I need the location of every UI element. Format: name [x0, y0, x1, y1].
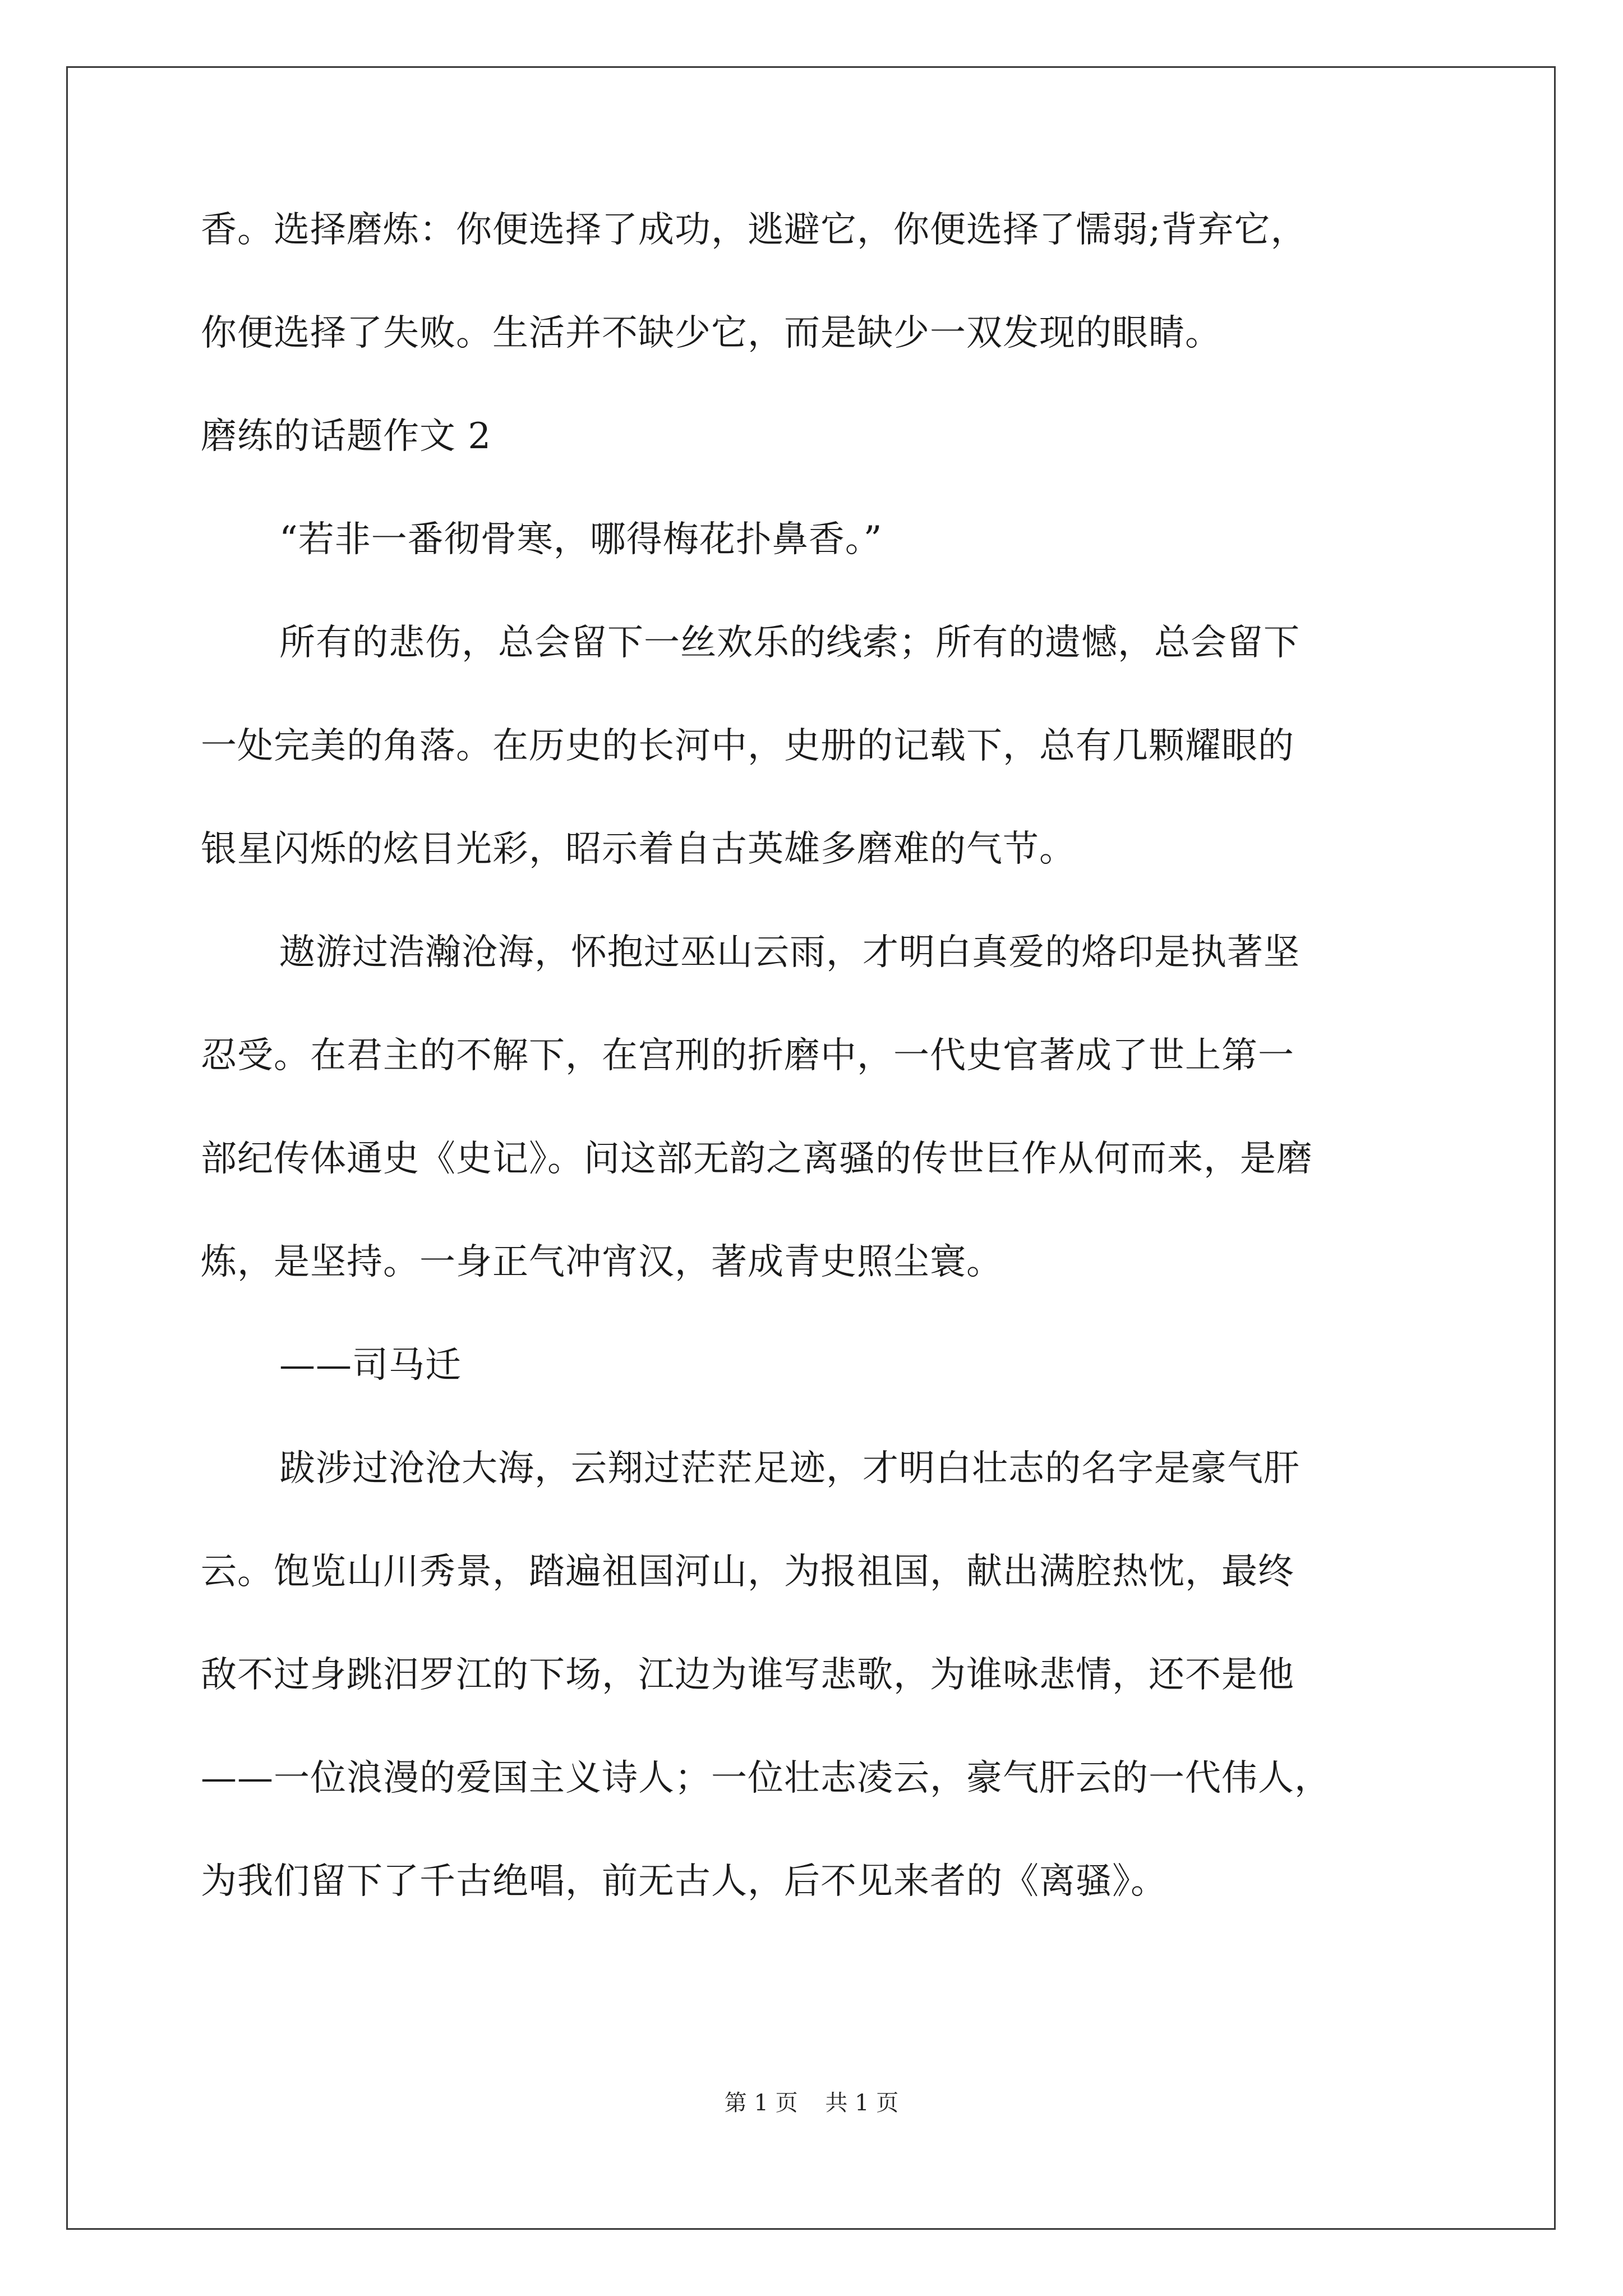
page-number: 第 1 页: [724, 2090, 798, 2116]
page-total: 共 1 页: [825, 2090, 899, 2116]
document-body: [201, 208, 1435, 1962]
paragraph-line: 一处完美的角落。在历史的长河中，史册的记载下，总有几颗耀眼的: [201, 725, 1294, 767]
page-footer: [0, 2090, 1623, 2116]
paragraph-line: 为我们留下了千古绝唱，前无古人，后不见来者的《离骚》。: [201, 1861, 1167, 1902]
paragraph-line: ——一位浪漫的爱国主义诗人；一位壮志凌云，豪气肝云的一代伟人，: [201, 1757, 1331, 1799]
paragraph-line: 忍受。在君主的不解下，在宫刑的折磨中，一代史官著成了世上第一: [201, 1035, 1294, 1076]
quote-line: “若非一番彻骨寒，哪得梅花扑鼻香。”: [279, 519, 883, 560]
attribution-line: ——司马迁: [279, 1345, 462, 1386]
paragraph-line: 所有的悲伤，总会留下一丝欢乐的线索；所有的遗憾，总会留下: [279, 622, 1300, 664]
paragraph-line: 部纪传体通史《史记》。问这部无韵之离骚的传世巨作从何而来，是磨: [201, 1138, 1313, 1180]
paragraph-line: 遨游过浩瀚沧海，怀抱过巫山云雨，才明白真爱的烙印是执著坚: [279, 932, 1300, 973]
paragraph-line: 云。饱览山川秀景，踏遍祖国河山，为报祖国，献出满腔热忱，最终: [201, 1551, 1294, 1593]
paragraph-line: 香。选择磨炼：你便选择了成功，逃避它，你便选择了懦弱;背弃它，: [201, 209, 1307, 251]
section-heading: 磨练的话题作文 2: [201, 416, 492, 457]
paragraph-line: 敌不过身跳汨罗江的下场，江边为谁写悲歌，为谁咏悲情，还不是他: [201, 1654, 1294, 1696]
paragraph-line: 银星闪烁的炫目光彩，昭示着自古英雄多磨难的气节。: [201, 829, 1076, 870]
paragraph-line: 炼，是坚持。一身正气冲宵汉，著成青史照尘寰。: [201, 1241, 1003, 1283]
paragraph-line: 你便选择了失败。生活并不缺少它，而是缺少一双发现的眼睛。: [201, 312, 1221, 354]
paragraph-line: 跋涉过沧沧大海，云翔过茫茫足迹，才明白壮志的名字是豪气肝: [279, 1448, 1300, 1489]
